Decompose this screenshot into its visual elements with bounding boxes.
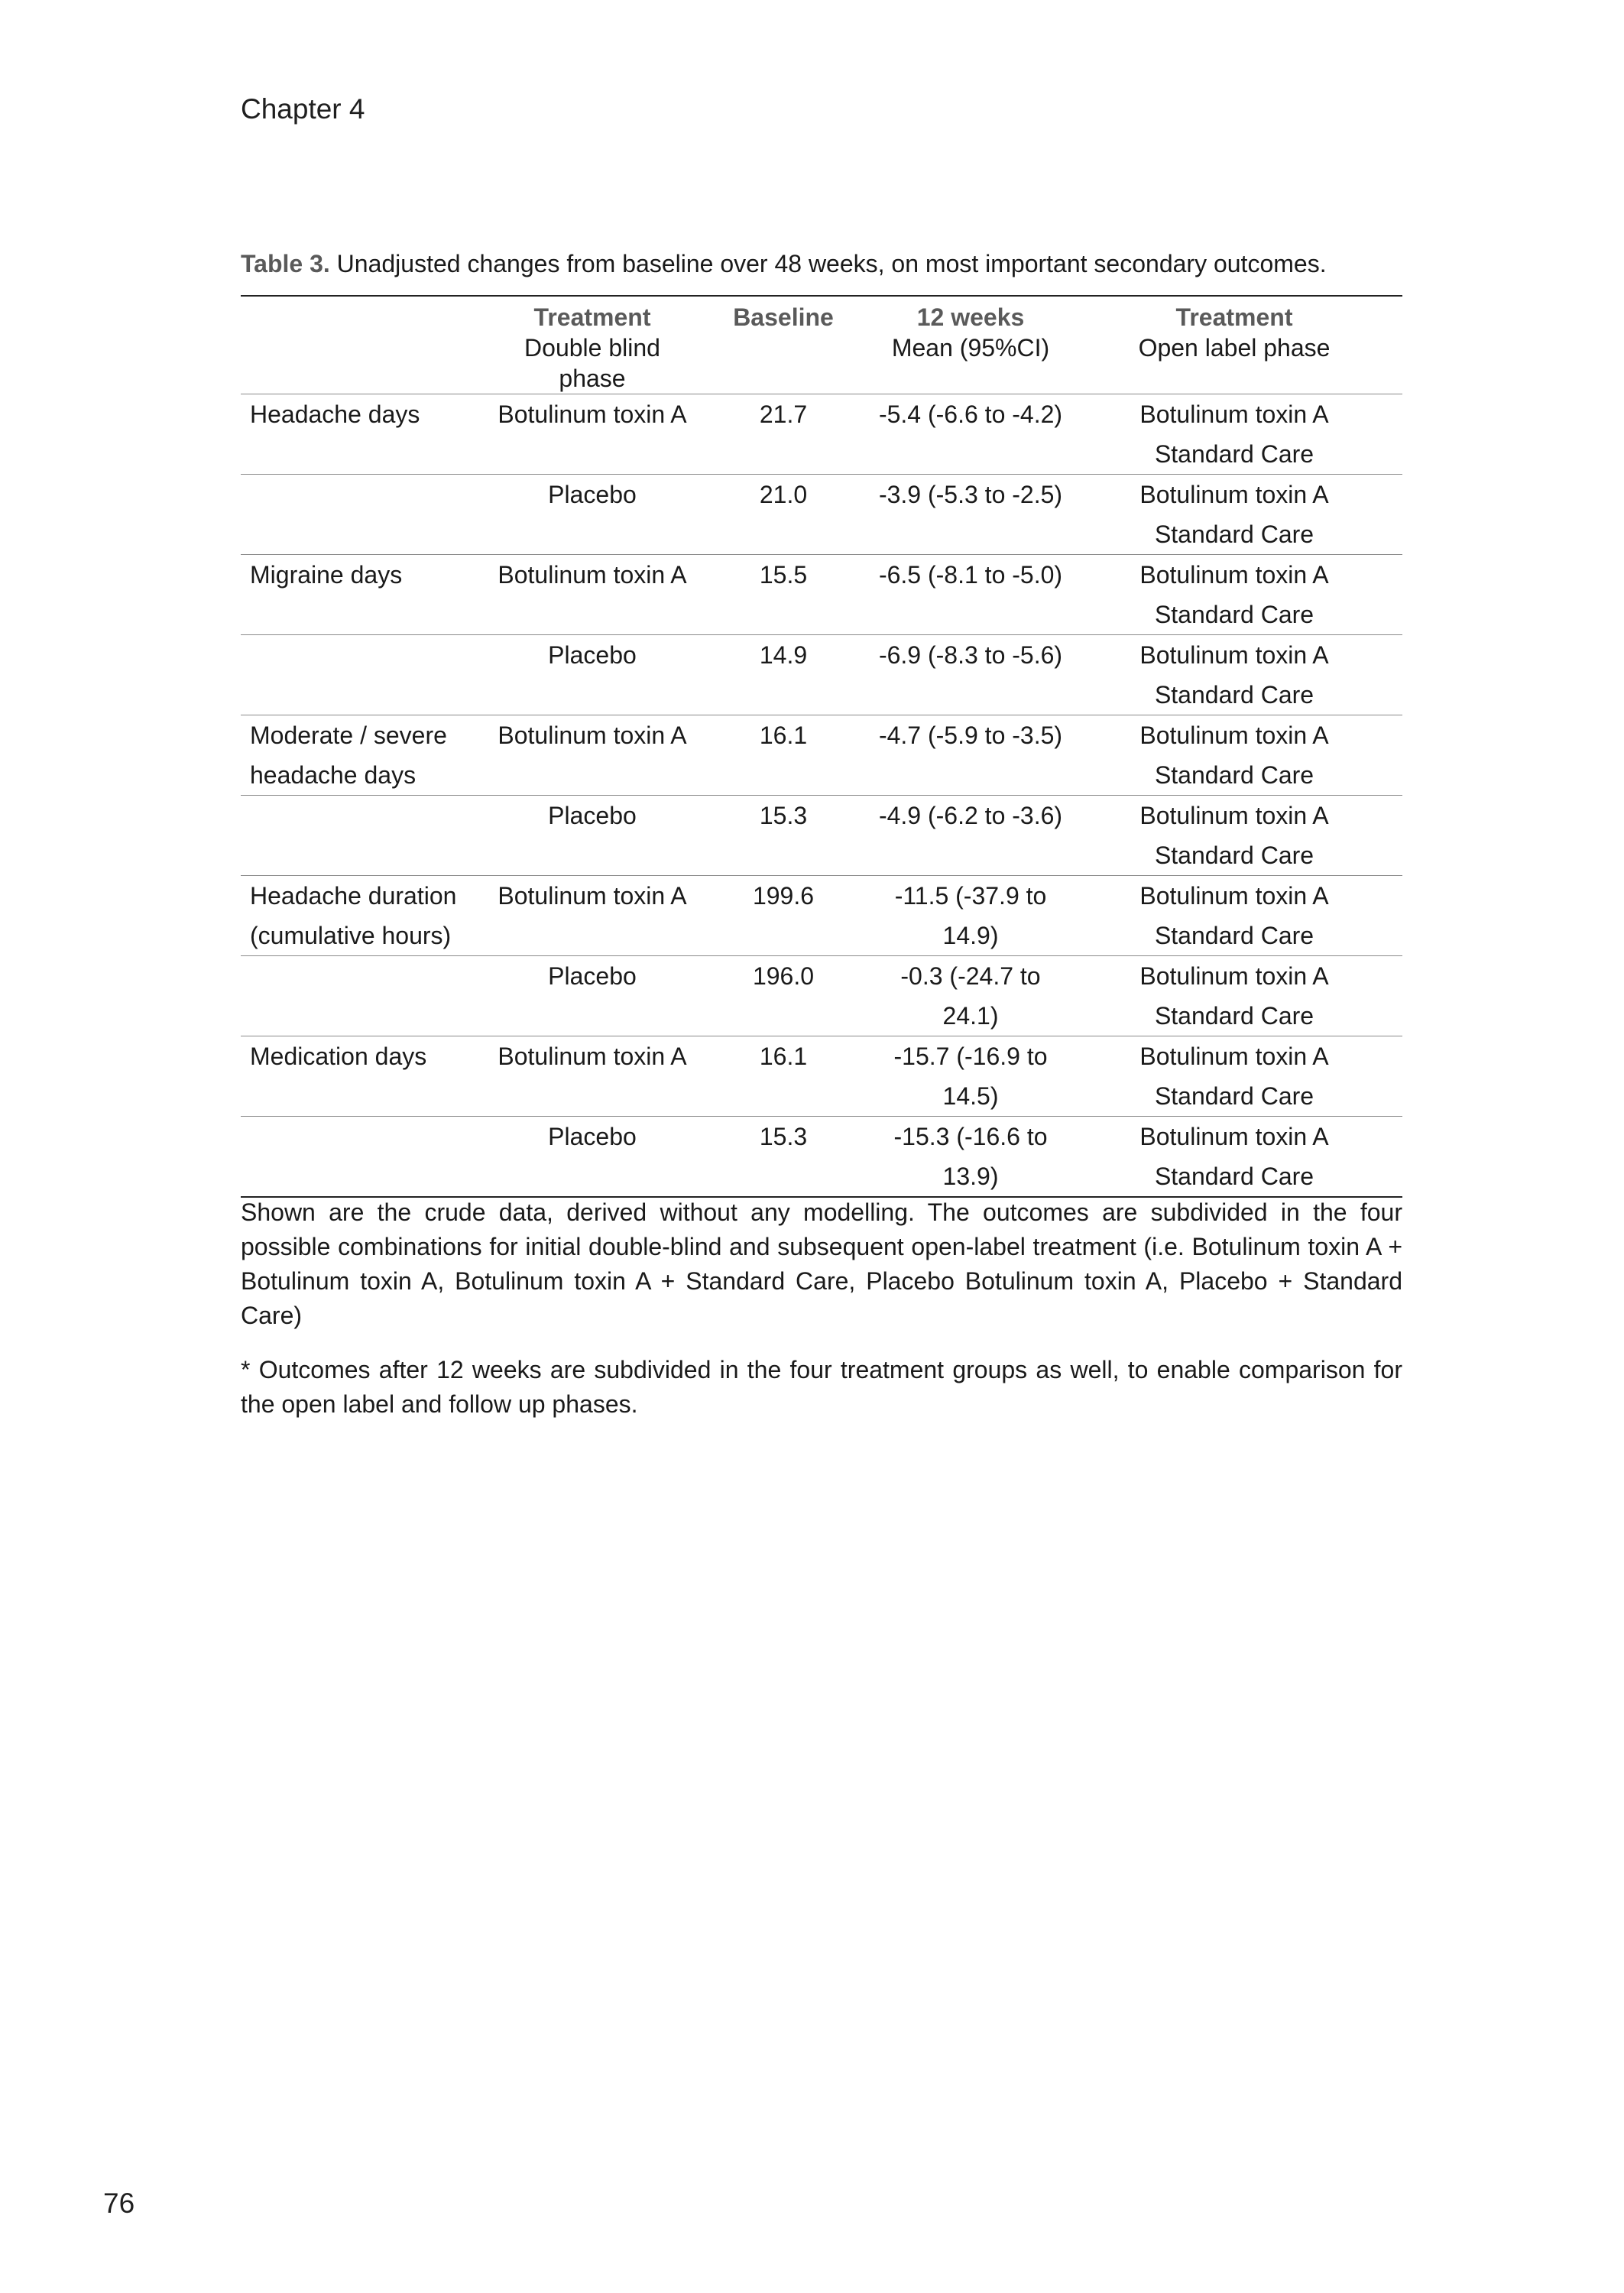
open-label-line-2: Standard Care (1154, 440, 1314, 468)
outcome-line-1: Migraine days (250, 561, 403, 589)
cell-baseline: 21.0 (692, 475, 875, 555)
cell-baseline: 16.1 (692, 1036, 875, 1117)
table-row (241, 956, 1402, 1036)
cell-outcome (241, 715, 493, 796)
cell-treatment: Botulinum toxin A (493, 715, 692, 796)
outcome-line-1: Headache duration (250, 882, 457, 910)
open-label-line-1: Botulinum toxin A (1139, 722, 1329, 749)
cell-open-label (1066, 394, 1402, 475)
cell-open-label (1066, 1117, 1402, 1198)
open-label-line-1: Botulinum toxin A (1139, 802, 1329, 829)
cell-outcome (241, 394, 493, 475)
open-label-line-2: Standard Care (1154, 922, 1314, 949)
outcome-line-1: Headache days (250, 401, 420, 428)
table-note-12-weeks: * Outcomes after 12 weeks are subdivided in the four treatment groups as well, to enable comparison for the open label and follow up phases. (241, 1356, 1402, 1418)
table-note-crude-data: Shown are the crude data, derived without any modelling. The outcomes are subdivided in the four possible combinations for initial double-blind and subsequent open-label treatment (i.e. Botulinum toxin A + Botulinum toxin A, Botulinum toxin A + Standard Care, Placebo Botulinum toxin A, Placebo + Standard Care) (241, 1198, 1402, 1329)
cell-baseline: 15.3 (692, 1117, 875, 1198)
open-label-line-1: Botulinum toxin A (1139, 481, 1329, 508)
cell-baseline: 14.9 (692, 635, 875, 715)
table-row (241, 475, 1402, 555)
cell-baseline: 199.6 (692, 876, 875, 956)
header-open-sub: Open label phase (1138, 334, 1331, 362)
cell-treatment: Botulinum toxin A (493, 876, 692, 956)
cell-outcome (241, 796, 493, 876)
table-caption (241, 250, 1402, 278)
open-label-line-2: Standard Care (1154, 1082, 1314, 1110)
cell-12-weeks: -4.7 (-5.9 to -3.5) (875, 715, 1066, 796)
cell-treatment: Placebo (493, 1117, 692, 1198)
open-label-line-1: Botulinum toxin A (1139, 962, 1329, 990)
open-label-line-1: Botulinum toxin A (1139, 561, 1329, 589)
cell-12-weeks: -15.7 (-16.9 to 14.5) (875, 1036, 1066, 1117)
table-row (241, 876, 1402, 956)
table-row (241, 796, 1402, 876)
cell-open-label (1066, 876, 1402, 956)
cell-outcome (241, 1117, 493, 1198)
header-outcome (241, 296, 493, 394)
cell-12-weeks: -6.9 (-8.3 to -5.6) (875, 635, 1066, 715)
cell-open-label (1066, 1036, 1402, 1117)
cell-open-label (1066, 475, 1402, 555)
table-caption-label: Table 3. (241, 250, 330, 277)
cell-treatment: Placebo (493, 796, 692, 876)
cell-treatment: Placebo (493, 475, 692, 555)
outcome-line-2: headache days (250, 761, 417, 789)
cell-outcome (241, 635, 493, 715)
table-row (241, 635, 1402, 715)
outcome-line-1: Medication days (250, 1043, 427, 1070)
header-weeks-title: 12 weeks (916, 303, 1025, 331)
cell-12-weeks: -5.4 (-6.6 to -4.2) (875, 394, 1066, 475)
table-row (241, 1036, 1402, 1117)
open-label-line-2: Standard Care (1154, 1002, 1314, 1030)
header-treatment-title: Treatment (533, 303, 651, 331)
table-caption-text: Unadjusted changes from baseline over 48 weeks, on most important secondary outcomes. (329, 250, 1327, 277)
cell-12-weeks: -0.3 (-24.7 to 24.1) (875, 956, 1066, 1036)
cell-treatment: Botulinum toxin A (493, 394, 692, 475)
open-label-line-1: Botulinum toxin A (1139, 882, 1329, 910)
cell-treatment: Botulinum toxin A (493, 1036, 692, 1117)
cell-12-weeks: -11.5 (-37.9 to 14.9) (875, 876, 1066, 956)
table-row (241, 715, 1402, 796)
outcome-line-2: (cumulative hours) (250, 922, 452, 949)
open-label-line-1: Botulinum toxin A (1139, 641, 1329, 669)
cell-open-label (1066, 555, 1402, 635)
table-row (241, 555, 1402, 635)
table-row (241, 1117, 1402, 1198)
cell-outcome (241, 956, 493, 1036)
cell-baseline: 15.3 (692, 796, 875, 876)
open-label-line-1: Botulinum toxin A (1139, 1123, 1329, 1150)
cell-baseline: 15.5 (692, 555, 875, 635)
cell-open-label (1066, 635, 1402, 715)
cell-12-weeks: -4.9 (-6.2 to -3.6) (875, 796, 1066, 876)
cell-outcome (241, 876, 493, 956)
open-label-line-2: Standard Care (1154, 681, 1314, 709)
cell-treatment: Botulinum toxin A (493, 555, 692, 635)
table-row (241, 394, 1402, 475)
outcome-line-1: Moderate / severe (250, 722, 447, 749)
cell-outcome (241, 555, 493, 635)
cell-baseline: 21.7 (692, 394, 875, 475)
cell-12-weeks: -15.3 (-16.6 to 13.9) (875, 1117, 1066, 1198)
open-label-line-2: Standard Care (1154, 842, 1314, 869)
cell-open-label (1066, 956, 1402, 1036)
cell-outcome (241, 475, 493, 555)
chapter-heading: Chapter 4 (241, 93, 365, 125)
open-label-line-2: Standard Care (1154, 1163, 1314, 1190)
table-header-row (241, 296, 1402, 394)
cell-treatment: Placebo (493, 635, 692, 715)
cell-baseline: 16.1 (692, 715, 875, 796)
open-label-line-2: Standard Care (1154, 601, 1314, 628)
header-treatment-open-label (1066, 296, 1402, 394)
open-label-line-1: Botulinum toxin A (1139, 1043, 1329, 1070)
page-number: 76 (103, 2188, 135, 2219)
open-label-line-2: Standard Care (1154, 761, 1314, 789)
cell-baseline: 196.0 (692, 956, 875, 1036)
outcomes-table (241, 295, 1402, 1198)
cell-open-label (1066, 715, 1402, 796)
header-open-title: Treatment (1175, 303, 1293, 331)
cell-12-weeks: -6.5 (-8.1 to -5.0) (875, 555, 1066, 635)
open-label-line-2: Standard Care (1154, 521, 1314, 548)
header-treatment-double-blind (493, 296, 692, 394)
header-baseline (692, 296, 875, 394)
cell-open-label (1066, 796, 1402, 876)
cell-12-weeks: -3.9 (-5.3 to -2.5) (875, 475, 1066, 555)
open-label-line-1: Botulinum toxin A (1139, 401, 1329, 428)
header-treatment-sub: Double blind phase (524, 334, 660, 392)
header-weeks-sub: Mean (95%CI) (891, 334, 1050, 362)
cell-treatment: Placebo (493, 956, 692, 1036)
cell-outcome (241, 1036, 493, 1117)
header-baseline-title: Baseline (733, 303, 834, 331)
header-12-weeks (875, 296, 1066, 394)
